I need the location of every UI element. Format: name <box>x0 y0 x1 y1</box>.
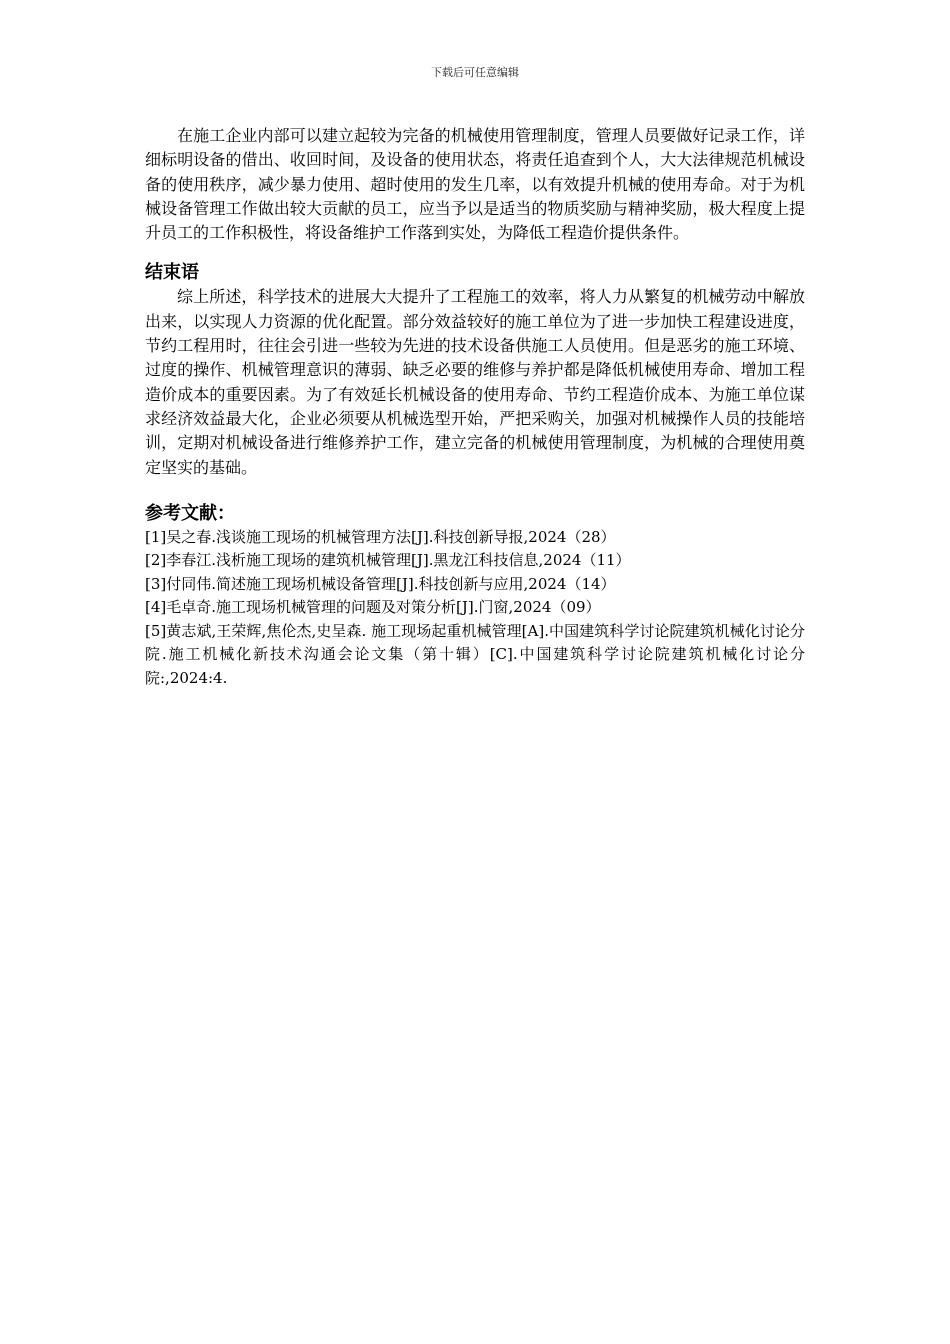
page-header: 下载后可任意编辑 <box>431 66 519 79</box>
reference-item: [4]毛卓奇.施工现场机械管理的问题及对策分析[J].门窗,2024（09） <box>145 598 601 617</box>
document-body <box>145 124 805 690</box>
reference-list <box>145 526 805 691</box>
reference-item: [1]吴之春.浅谈施工现场的机械管理方法[J].科技创新导报,2024（28） <box>145 527 616 546</box>
reference-item: [2]李春江.浅析施工现场的建筑机械管理[J].黑龙江科技信息,2024（11） <box>145 551 631 570</box>
references-heading: 参考文献： <box>145 502 235 524</box>
conclusion-paragraph: 综上所述，科学技术的进展大大提升了工程施工的效率，将人力从繁复的机械劳动中解放出来，以实现人力资源的优化配置。部分效益较好的施工单位为了进一步加快工程建设进度，节约工程用时，往往会引进一些较为先进的技术设备供施工人员使用。但是恶劣的施工环境、过度的操作、机械管理意识的薄弱、缺乏必要的维修与养护都是降低机械使用寿命、增加工程造价成本的重要因素。为了有效延长机械设备的使用寿命、节约工程造价成本、为施工单位谋求经济效益最大化，企业必须要从机械选型开始，严把采购关，加强对机械操作人员的技能培训，定期对机械设备进行维修养护工作，建立完备的机械使用管理制度，为机械的合理使用奠定坚实的基础。 <box>145 287 805 477</box>
reference-item: [5]黄志斌,王荣辉,焦伦杰,史呈森. 施工现场起重机械管理[A].中国建筑科学讨论院建筑机械化讨论分院.施工机械化新技术沟通会论文集（第十辑）[C].中国建筑科学讨论院建筑机械化讨论分院:,2024:4. <box>145 621 805 687</box>
conclusion-heading: 结束语 <box>145 262 199 284</box>
reference-item: [3]付同伟.简述施工现场机械设备管理[J].科技创新与应用,2024（14） <box>145 574 616 593</box>
intro-paragraph: 在施工企业内部可以建立起较为完备的机械使用管理制度，管理人员要做好记录工作，详细标明设备的借出、收回时间，及设备的使用状态，将责任追查到个人，大大法律规范机械设备的使用秩序，减少暴力使用、超时使用的发生几率，以有效提升机械的使用寿命。对于为机械设备管理工作做出较大贡献的员工，应当予以是适当的物质奖励与精神奖励，极大程度上提升员工的工作积极性，将设备维护工作落到实处，为降低工程造价提供条件。 <box>145 126 805 243</box>
